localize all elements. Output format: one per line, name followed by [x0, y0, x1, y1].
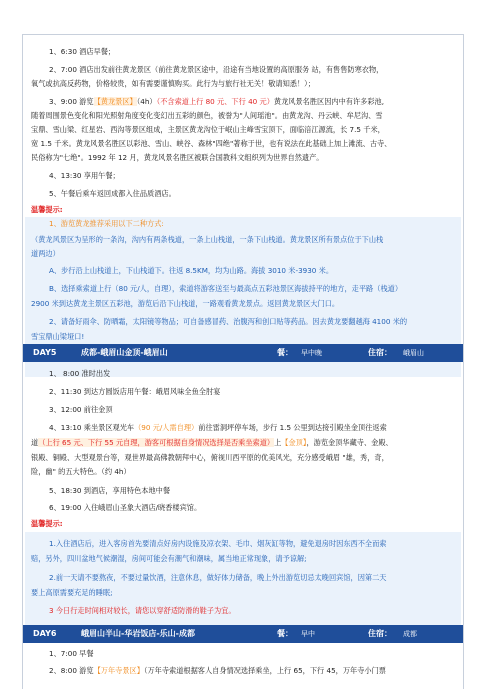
- day4-line: [31, 152, 455, 164]
- meal-value: 早中晚: [301, 349, 322, 357]
- day4-line: [31, 124, 455, 136]
- tips-line: [31, 283, 455, 295]
- tips-line: [31, 248, 455, 260]
- wannian-temple-name: 【万年寺景区】: [93, 666, 144, 675]
- departure-item: 2、7:00 酒店出发前往黄龙景区（前往黄龙景区途中，沿途有当地设置的高原服务 站，有售售防寒衣物，: [49, 65, 384, 74]
- tips-title-text: 温馨提示:: [31, 519, 63, 528]
- day5-line: [31, 368, 455, 380]
- schedule-item: 3、12:00 前往金顶: [49, 405, 113, 414]
- day5-line: [31, 422, 455, 434]
- jinding-scenic-name: 【金顶】: [281, 438, 307, 447]
- day4-line: [31, 96, 455, 108]
- schedule-item: 1、 8:00 准时出发: [49, 369, 111, 378]
- tips-text: 2、请备好雨伞、防晒霜，太阳镜等物品；可自备感冒药、治腹泻和创口贴等药品。因去黄龙要翻越海 4100 米的: [49, 317, 408, 326]
- day5-header: [23, 344, 463, 362]
- meal-label: 餐：: [277, 629, 293, 638]
- scenic-description: 险，幽" 的五大特色。（约 4h）: [31, 467, 131, 476]
- tips-text: A、步行沿上山栈道上，下山栈道下。往返 8.5KM，均为山路。海拔 3010 米-3930 米。: [49, 266, 334, 275]
- schedule-item: ，游览金顶华藏寺、金殿、: [306, 438, 393, 447]
- stay-label: 住宿：: [368, 629, 392, 638]
- tips-text: 2900 米到达黄龙主景区五彩池，游览后沿下山栈道，一路观看黄龙景点。返回黄龙景区大门口。: [31, 299, 340, 308]
- day-label: DAY5: [33, 348, 57, 357]
- schedule-item: 前往雷洞坪停车场，步行 1.5 公里到达接引殿坐金顶往返索: [198, 423, 387, 432]
- return-item: 5、午餐后乘车返回成都入住品质酒店。: [49, 189, 176, 198]
- tips-line: [31, 605, 455, 617]
- schedule-item: 5、18:30 到酒店，享用特色本地中餐: [49, 486, 171, 495]
- tips-line: [31, 587, 455, 599]
- breakfast-item: 1、6:30 酒店早餐；: [49, 47, 116, 56]
- day6-line: [31, 665, 455, 677]
- cableway-fee-note: （不含索道上行 80 元、下行 40 元）: [156, 97, 274, 106]
- day-route: 峨眉山半山-华岩饭店-乐山-成都: [81, 629, 195, 638]
- day4-line: [31, 188, 455, 200]
- tips-text: 赔，另外，四川盆地气候潮湿，房间可能会有潮气和潮味，属当地正常现象，请予谅解;: [31, 554, 307, 563]
- schedule-item: 上: [274, 438, 282, 447]
- day5-line: [31, 452, 455, 464]
- scenic-description: 银殿、铜殿、大型观景台等，观世界最高佛教朝拜中心，俯视川西平原的优美风光，充分感受峨眉 "雄，秀，奇，: [31, 453, 389, 462]
- schedule-item: （万年寺索道根据客人自身情况选择乘坐，上行 65，下行 45，万年寺小门票: [143, 666, 386, 675]
- day4-line: [31, 138, 455, 150]
- tips-text: 要上高原需要充足的睡眠;: [31, 588, 113, 597]
- schedule-item: 2、11:30 到达方圆饭店用午餐：峨眉风味全鱼全肘宴: [49, 387, 221, 396]
- day4-line: [31, 46, 455, 58]
- tips-line: [31, 331, 455, 343]
- tips-line: [31, 265, 455, 277]
- tips-warning: 3 今日行走时间相对较长，请您以穿舒适防滑的鞋子为宜。: [49, 606, 236, 615]
- tips-text: 道两边）: [31, 249, 60, 258]
- tips-text: B、选择乘索道上行（80 元/人，自理），索道将游客送至与最高点五彩池景区海拔持平的地方，走平路（栈道）: [49, 284, 403, 293]
- day5-line: [31, 386, 455, 398]
- scenic-description: 黄龙风景名胜区因内中有许多彩池,: [273, 97, 384, 106]
- scenic-description: 宽 1.5 千米。黄龙风景名胜区以彩池、雪山、峡谷、森林"四绝"著称于世，也有说法在此基础上加上滩流、古寺、: [31, 139, 392, 148]
- lunch-item: 4、13:30 享用午餐；: [49, 171, 120, 180]
- scenic-description: 民俗称为"七绝"。1992 年 12 月，黄龙风景名胜区被联合国教科文组织列为世界自然遗产。: [31, 153, 324, 162]
- tips-line: [31, 538, 455, 550]
- tips-text: （黄龙风景区为呈形的一条沟，沟内有两条栈道，一条上山栈道，一条下山栈道。黄龙景区所有景点位于下山栈: [31, 235, 384, 244]
- tips-line: [31, 553, 455, 565]
- meal-label: 餐：: [277, 348, 293, 357]
- day5-line: [31, 502, 455, 514]
- scenic-description: 宝鼎、雪山梁、红星岩、西沟等景区组成，主景区黄龙沟位于岷山主峰雪宝顶下，面临涪江源流，长 7.5 千米，: [31, 125, 385, 134]
- day6-line: [31, 648, 455, 660]
- departure-note: 氧气或抗高反药物，价格较贵，如有需要谨慎购买。此行为与旅行社无关！敬请知悉！）；: [31, 79, 315, 88]
- schedule-item: 4、13:10 乘坐景区观光车: [49, 423, 135, 432]
- stay-value: 峨眉山: [403, 349, 424, 357]
- stay-label: 住宿：: [368, 348, 392, 357]
- visit-duration: （4h）: [136, 97, 157, 106]
- shuttle-fee-note: （90 元/人需自理）: [134, 423, 199, 432]
- day4-line: [31, 170, 455, 182]
- tips-subtitle: 1、游览黄龙推荐采用以下二种方式:: [49, 219, 164, 228]
- schedule-item: 1、7:00 早餐: [49, 649, 94, 658]
- tips-text: 1.入住酒店后，进入客房首先要清点好房内设施及凉衣架、毛巾、烟灰缸等物，避免退房时因东西不全而索: [49, 539, 387, 548]
- tips-line: [31, 234, 455, 246]
- itinerary-page: [22, 34, 464, 689]
- day-label: DAY6: [33, 629, 57, 638]
- day5-line: [31, 466, 455, 478]
- tips-line: [31, 298, 455, 310]
- day5-line: [31, 485, 455, 497]
- meal-value: 早中: [301, 630, 315, 638]
- cableway-fee-note: （上行 65 元、下行 55 元自理，游客可根据自身情况选择是否乘坐索道）: [38, 438, 275, 447]
- schedule-item: 道: [31, 438, 39, 447]
- tips-text: 2.前一天请不要熬夜，不要过量饮酒，注意休息，做好体力储备，晚上外出游览切忌太晚回宾馆，因第二天: [49, 573, 387, 582]
- day5-line: [31, 437, 455, 449]
- day4-line: [31, 78, 455, 90]
- tips-line: [31, 218, 455, 230]
- day4-line: [31, 110, 455, 122]
- schedule-item: 2、8:00 游览: [49, 666, 94, 675]
- day5-line: [31, 404, 455, 416]
- visit-item: 3、9:00 游览: [49, 97, 94, 106]
- tips-text: 雪宝鼎山梁垭口!: [31, 332, 85, 341]
- tips-title: [31, 204, 455, 216]
- tips-line: [31, 316, 455, 328]
- tips-title-text: 温馨提示:: [31, 205, 63, 214]
- tips-title: [31, 518, 455, 530]
- day6-header: [23, 625, 463, 643]
- day-route: 成都-峨眉山金顶-峨眉山: [81, 348, 168, 357]
- stay-value: 成都: [403, 630, 417, 638]
- huanglong-scenic-name: 【黄龙景区】: [93, 97, 137, 106]
- scenic-description: 随着周围景色变化和阳光照射角度变化变幻出五彩的颜色，被誉为"人间瑶池"。由黄龙沟、丹云峡、牟尼沟、雪: [31, 111, 383, 120]
- day4-line: [31, 64, 455, 76]
- schedule-item: 6、19:00 入住峨眉山圣象大酒店/晓香楼宾馆。: [49, 503, 202, 512]
- tips-line: [31, 572, 455, 584]
